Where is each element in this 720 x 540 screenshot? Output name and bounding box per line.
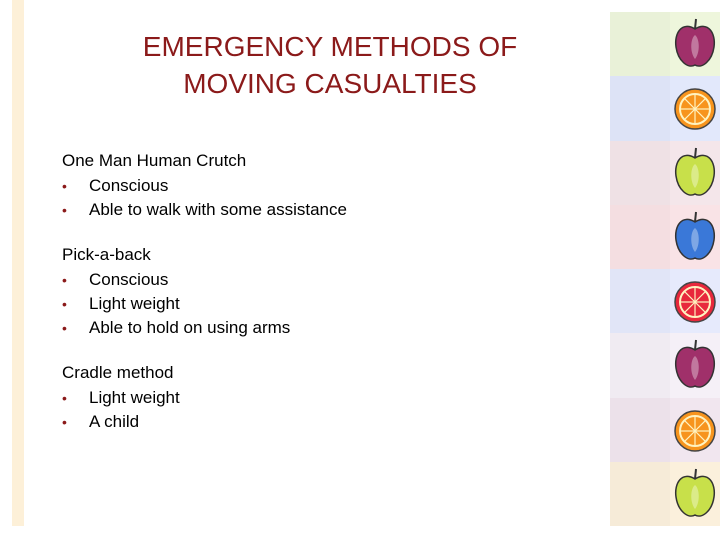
orange-icon xyxy=(672,81,718,135)
section-pick-a-back xyxy=(62,244,582,340)
section-heading: Cradle method xyxy=(62,363,174,382)
section-heading: Pick-a-back xyxy=(62,245,151,264)
apple-icon xyxy=(672,210,718,264)
orange-icon xyxy=(672,274,718,328)
bullet-text: Light weight xyxy=(89,388,180,407)
section-heading: One Man Human Crutch xyxy=(62,151,247,170)
fruit-tile xyxy=(610,141,720,205)
bullet-text: Able to hold on using arms xyxy=(89,318,291,337)
apple-icon xyxy=(672,338,718,392)
tile-shade xyxy=(610,269,670,333)
bullet-icon: • xyxy=(62,296,67,312)
apple-icon xyxy=(672,146,718,200)
bullet-text: Conscious xyxy=(89,270,169,289)
tile-shade xyxy=(610,462,670,526)
bullet-list xyxy=(62,174,582,222)
tile-shade xyxy=(610,141,670,205)
title-line-1: EMERGENCY METHODS OF xyxy=(142,31,518,62)
tile-shade xyxy=(610,205,670,269)
list-item xyxy=(62,292,582,316)
bullet-list xyxy=(62,268,582,340)
apple-icon xyxy=(672,467,718,521)
tile-shade xyxy=(610,12,670,76)
fruit-tile xyxy=(610,76,720,140)
fruit-tile xyxy=(610,462,720,526)
fruit-tile xyxy=(610,269,720,333)
title-line-2: MOVING CASUALTIES xyxy=(183,68,477,99)
list-item xyxy=(62,268,582,292)
fruit-tile xyxy=(610,333,720,397)
bullet-icon: • xyxy=(62,272,67,288)
fruit-tile xyxy=(610,12,720,76)
bullet-icon: • xyxy=(62,390,67,406)
bullet-icon: • xyxy=(62,202,67,218)
left-accent-bar xyxy=(12,0,24,526)
section-cradle-method xyxy=(62,362,582,434)
list-item xyxy=(62,410,582,434)
tile-shade xyxy=(610,398,670,462)
orange-icon xyxy=(672,403,718,457)
bullet-icon: • xyxy=(62,320,67,336)
section-one-man-human-crutch xyxy=(62,150,582,222)
tile-shade xyxy=(610,333,670,397)
slide-title xyxy=(60,28,600,102)
list-item xyxy=(62,316,582,340)
bullet-text: Able to walk with some assistance xyxy=(89,200,347,219)
tile-shade xyxy=(610,76,670,140)
bullet-text: Light weight xyxy=(89,294,180,313)
bullet-list xyxy=(62,386,582,434)
apple-icon xyxy=(672,17,718,71)
fruit-decoration-strip xyxy=(610,12,720,526)
bullet-icon: • xyxy=(62,414,67,430)
list-item xyxy=(62,386,582,410)
slide-content xyxy=(62,150,582,456)
fruit-tile xyxy=(610,205,720,269)
list-item xyxy=(62,174,582,198)
bullet-text: Conscious xyxy=(89,176,169,195)
bullet-icon: • xyxy=(62,178,67,194)
list-item xyxy=(62,198,582,222)
bullet-text: A child xyxy=(89,412,140,431)
fruit-tile xyxy=(610,398,720,462)
